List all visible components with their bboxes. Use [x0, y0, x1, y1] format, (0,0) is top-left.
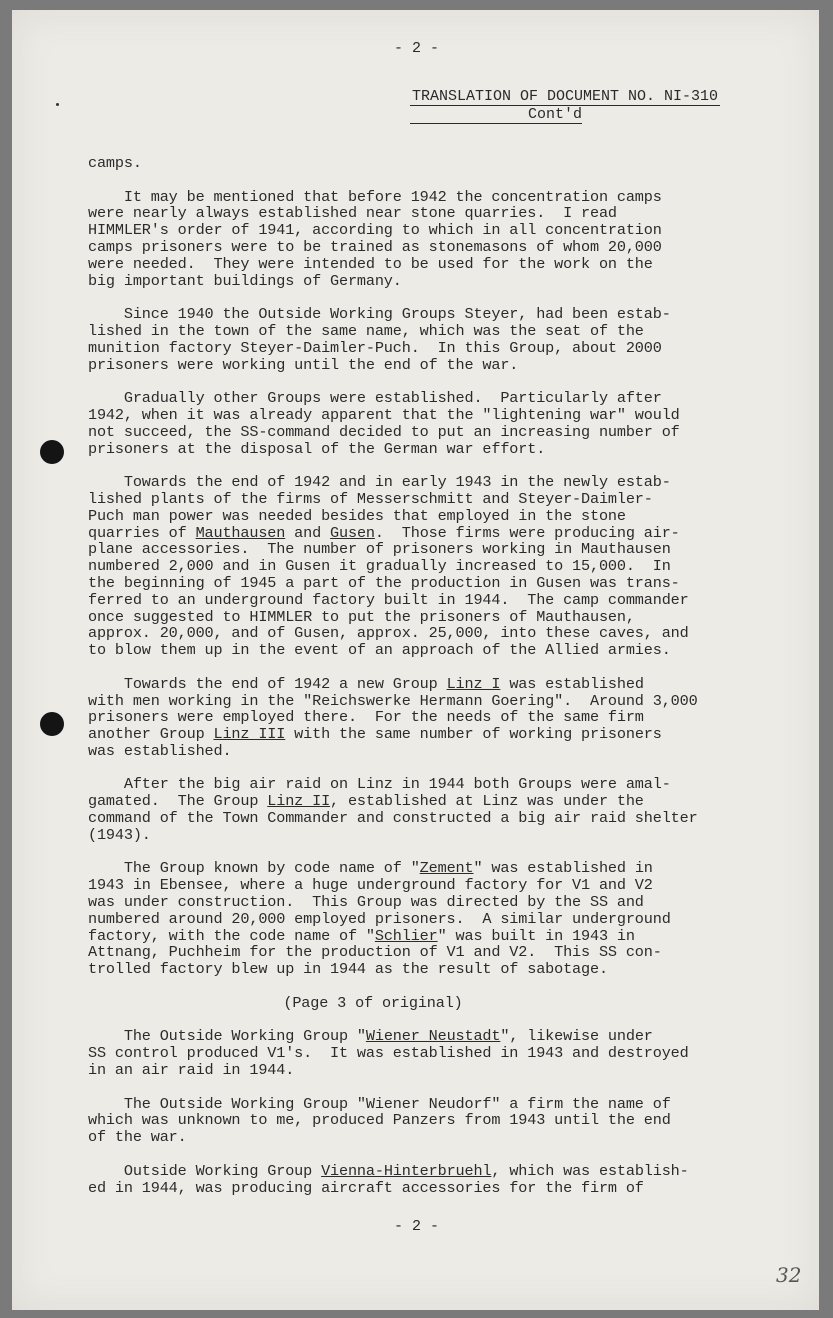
paragraph-0: camps.: [88, 154, 142, 172]
header-title: TRANSLATION OF DOCUMENT NO. NI-310: [412, 88, 719, 105]
header-contd: Cont'd: [410, 106, 582, 124]
underlined-zement: Zement: [419, 859, 474, 878]
handwritten-page-mark: 32: [776, 1263, 802, 1287]
underlined-linz-i: Linz I: [446, 674, 501, 693]
paragraph-5: Towards the end of 1942 a new Group Linz I was established with men working in the "Reichswerke Hermann Goering". Around 3,000 prisoners were employed there. For the needs of the same firm another Group Linz III with the same number of working prisoners was established.: [88, 674, 698, 760]
underlined-wiener-neustadt: Wiener Neustadt: [365, 1027, 501, 1046]
underlined-mauthausen: Mauthausen: [195, 523, 286, 542]
paragraph-7: The Group known by code name of "Zement" was established in 1943 in Ebensee, where a huge underground factory for V1 and V2 was under construction. This Group was directed by the SS and numbered around 20,000 employed prisoners. A similar underground factory, with the code name of "Schlier" was built in 1943 in Attnang, Puchheim for the production of V1 and V2. This SS con- trolled factory blew up in 1944 as the result of sabotage.: [88, 859, 671, 979]
paragraph-4: Towards the end of 1942 and in early 1943 in the newly estab- lished plants of the firms of Messerschmitt and Steyer-Daimler- Puch man power was needed besides that employed in the stone quarries of Mauthausen and Gusen. Those firms were producing air- plane accessories. The number of prisoners working in Mauthausen numbered 2,000 and in Gusen it gradually increased to 15,000. In the beginning of 1945 a part of the production in Gusen was trans- ferred to an underground factory built in 1944. The camp commander once suggested to HIMMLER to put the prisoners of Mauthausen, approx. 20,000, and of Gusen, approx. 25,000, into these caves, and to blow them up in the event of an approach of the Allied armies.: [88, 473, 689, 660]
underlined-schlier: Schlier: [374, 926, 438, 945]
underlined-linz-iii: Linz III: [213, 725, 286, 744]
page-number-top: - 2 -: [393, 40, 439, 57]
underlined-vienna-hinterbruehl: Vienna-Hinterbruehl: [321, 1161, 492, 1180]
document-body: [88, 155, 778, 1213]
paragraph-2: Since 1940 the Outside Working Groups Steyer, had been estab- lished in the town of the same name, which was the seat of the munition factory Steyer-Daimler-Puch. In this Group, about 2000 prisoners were working until the end of the war.: [88, 305, 671, 374]
page-number-bottom: - 2 -: [393, 1218, 439, 1235]
document-header: [410, 88, 760, 124]
page-reference: (Page 3 of original): [283, 993, 463, 1012]
underlined-gusen: Gusen: [330, 523, 375, 542]
paragraph-10: Outside Working Group Vienna-Hinterbruehl, which was establish- ed in 1944, was producing aircraft accessories for the firm of: [88, 1161, 689, 1197]
paragraph-3: Gradually other Groups were established. Particularly after 1942, when it was already apparent that the "lightening war" would not succeed, the SS-command decided to put an increasing number of prisoners at the disposal of the German war effort.: [88, 389, 680, 458]
punch-hole-top: [40, 440, 64, 464]
paragraph-6: After the big air raid on Linz in 1944 both Groups were amal- gamated. The Group Linz II, established at Linz was under the command of the Town Commander and constructed a big air raid shelter (1943).: [88, 775, 698, 844]
underlined-linz-ii: Linz II: [267, 792, 331, 811]
paragraph-9: The Outside Working Group "Wiener Neudorf" a firm the name of which was unknown to me, produced Panzers from 1943 until the end of the war.: [88, 1094, 671, 1147]
punch-hole-bottom: [40, 712, 64, 736]
paragraph-1: It may be mentioned that before 1942 the concentration camps were nearly always established near stone quarries. I read HIMMLER's order of 1941, according to which in all concentration camps prisoners were to be trained as stonemasons of whom 20,000 were needed. They were intended to be used for the work on the big important buildings of Germany.: [88, 187, 662, 290]
paragraph-8: The Outside Working Group "Wiener Neustadt", likewise under SS control produced V1's. It was established in 1943 and destroyed in an air raid in 1944.: [88, 1027, 689, 1080]
ink-dot: [56, 103, 59, 106]
